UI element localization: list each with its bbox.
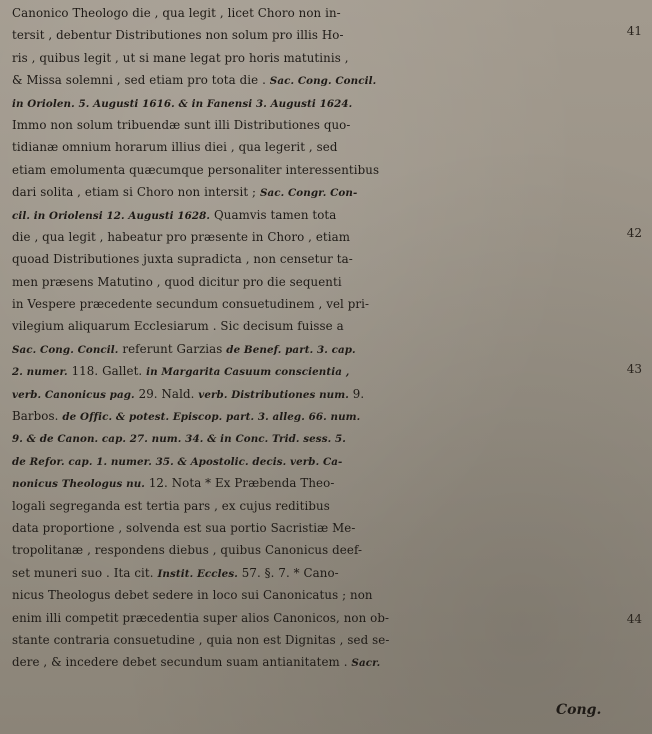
text-segment: logali segreganda est tertia pars , ex cujus reditibus [12, 498, 330, 513]
text-line [12, 293, 622, 315]
italic-citation: Instit. Eccles. [157, 567, 238, 580]
text-segment: 29. Nald. [134, 386, 199, 401]
margin-number: 41 [626, 24, 642, 38]
text-segment: Canonico Theologo die , qua legit , licet Choro non in- [12, 6, 341, 20]
text-line [12, 539, 622, 561]
text-line [12, 338, 622, 360]
italic-citation: de Offic. & potest. Episcop. part. 3. alleg. 66. num. [62, 411, 361, 424]
text-line [12, 383, 622, 405]
text-segment: men præsens Matutino , quod dicitur pro die sequenti [12, 274, 342, 289]
text-line [12, 114, 622, 136]
text-line [12, 651, 622, 673]
text-segment: stante contraria consuetudine , quia non est Dignitas , sed se- [12, 632, 390, 647]
text-line [12, 427, 622, 449]
text-segment: Barbos. [12, 409, 63, 424]
text-line [12, 136, 622, 158]
italic-citation: nonicus Theologus nu. [12, 478, 145, 491]
text-segment: vilegium aliquarum Ecclesiarum . Sic decisum fuisse a [12, 319, 344, 334]
text-segment: 12. Nota * Ex Præbenda Theo- [144, 476, 335, 491]
text-segment: tropolitanæ , respondens diebus , quibus Canonicus deef- [12, 543, 363, 558]
text-line [12, 92, 622, 114]
text-line [12, 360, 622, 382]
text-segment: 9. [348, 386, 365, 401]
text-segment: etiam emolumenta quæcumque personaliter interessentibus [12, 162, 380, 177]
italic-citation: 9. & de Canon. cap. 27. num. 34. & in Conc. Trid. sess. 5. [12, 433, 346, 446]
text-segment: ris , quibus legit , ut si mane legat pro horis matutinis , [12, 50, 349, 65]
text-line [12, 69, 622, 91]
text-line [12, 2, 622, 24]
text-line [12, 584, 622, 606]
italic-citation: cil. in Oriolensi 12. Augusti 1628. [12, 209, 211, 222]
text-line [12, 226, 622, 248]
italic-citation: verb. Distributiones num. [198, 388, 349, 401]
text-segment: quoad Distributiones juxta supradicta , non censetur ta- [12, 252, 353, 267]
text-segment: data proportione , solvenda est sua portio Sacristiæ Me- [12, 520, 356, 535]
catchword: Cong. [556, 702, 602, 718]
body-text [12, 2, 622, 674]
text-line [12, 517, 622, 539]
text-line [12, 271, 622, 293]
text-line [12, 629, 622, 651]
italic-citation: verb. Canonicus pag. [12, 388, 135, 401]
italic-citation: Sac. Congr. Con- [259, 187, 358, 200]
italic-citation: Sac. Cong. Concil. [269, 75, 377, 88]
text-line [12, 159, 622, 181]
italic-citation: 2. numer. [12, 366, 68, 379]
margin-number: 43 [626, 362, 642, 376]
text-line [12, 248, 622, 270]
italic-citation: de Benef. part. 3. cap. [226, 343, 356, 356]
text-line [12, 405, 622, 427]
text-line [12, 181, 622, 203]
margin-number: 44 [626, 612, 642, 626]
text-segment: tidianæ omnium horarum illius diei , qua legerit , sed [12, 140, 338, 155]
text-segment: set muneri suo . Ita cit. [12, 565, 158, 580]
text-line [12, 607, 622, 629]
italic-citation: in Margarita Casuum conscientia , [146, 366, 350, 379]
text-line [12, 47, 622, 69]
text-segment: Quamvis tamen tota [210, 207, 337, 222]
text-segment: tersit , debentur Distributiones non solum pro illis Ho- [12, 28, 344, 43]
italic-citation: Sac. Cong. Concil. [12, 343, 119, 356]
text-segment: & Missa solemni , sed etiam pro tota die . [12, 73, 270, 88]
text-segment: dere , & incedere debet secundum suam antianitatem . [12, 655, 352, 670]
text-line [12, 24, 622, 46]
italic-citation: de Refor. cap. 1. numer. 35. & Apostolic. decis. verb. Ca- [12, 455, 343, 468]
text-segment: 118. Gallet. [67, 364, 147, 379]
text-line [12, 204, 622, 226]
margin-number: 42 [626, 226, 642, 240]
text-segment: die , qua legit , habeatur pro præsente in Choro , etiam [12, 229, 351, 244]
text-segment: 57. §. 7. * Cano- [237, 565, 339, 580]
text-segment: nicus Theologus debet sedere in loco sui Canonicatus ; non [12, 588, 373, 603]
italic-citation: in Oriolen. 5. Augusti 1616. & in Fanensi 3. Augusti 1624. [12, 97, 353, 110]
text-segment: in Vespere præcedente secundum consuetudinem , vel pri- [12, 297, 370, 312]
text-line [12, 495, 622, 517]
text-line [12, 450, 622, 472]
text-line [12, 315, 622, 337]
text-segment: referunt Garzias [118, 341, 227, 356]
text-segment: dari solita , etiam si Choro non intersit ; [12, 185, 260, 200]
text-segment: enim illi competit præcedentia super alios Canonicos, non ob- [12, 610, 390, 625]
text-line [12, 562, 622, 584]
text-segment: Immo non solum tribuendæ sunt illi Distributiones quo- [12, 117, 351, 132]
italic-citation: Sacr. [351, 657, 381, 670]
text-line [12, 472, 622, 494]
